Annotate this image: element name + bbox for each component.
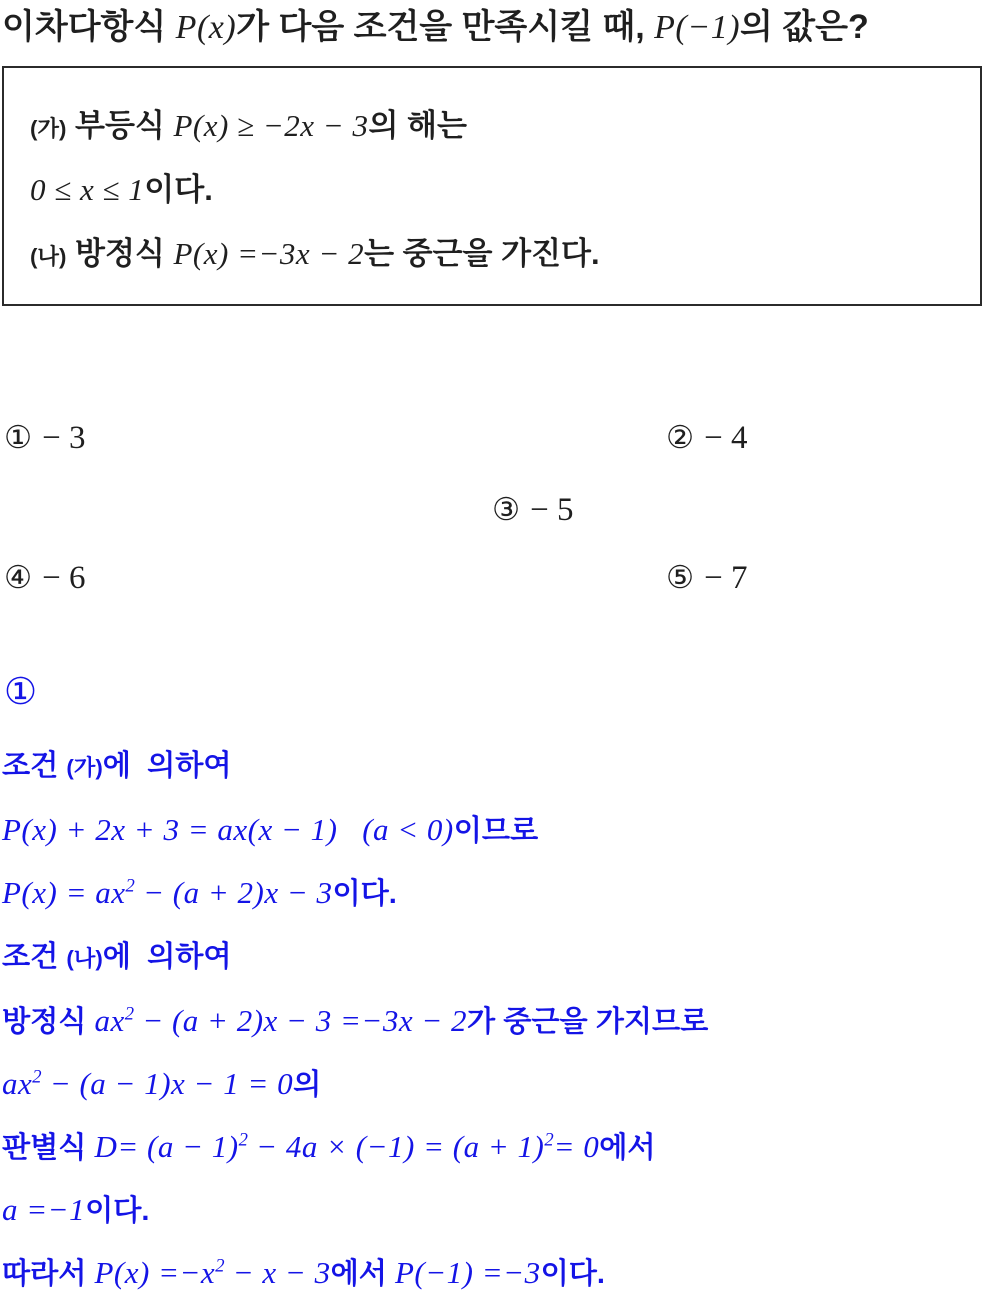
text-segment-math: = 0 bbox=[553, 1129, 600, 1165]
text-segment-sup: 2 bbox=[32, 1067, 42, 1088]
text-segment-math: − (a + 2)x − 3 =−3x − 2 bbox=[134, 1003, 467, 1039]
condition-box bbox=[2, 66, 982, 306]
text-segment-label: (가) bbox=[66, 755, 103, 781]
text-segment-math: − 4a × (−1) = (a + 1) bbox=[247, 1129, 545, 1165]
choice-1-marker: ① bbox=[4, 420, 33, 457]
text-segment-math: P(x) ≥ −2x − 3 bbox=[173, 108, 369, 144]
solution-line-8 bbox=[2, 1179, 993, 1242]
solution-lines bbox=[0, 734, 993, 1305]
solution-line-2 bbox=[2, 799, 993, 862]
text-segment-math: ax bbox=[94, 1003, 125, 1039]
choice-3 bbox=[492, 490, 573, 529]
choice-3-value: − 5 bbox=[530, 492, 574, 529]
text-segment-math: P(−1) bbox=[654, 9, 741, 46]
text-segment-math: P(x) = ax bbox=[2, 875, 126, 911]
text-segment-kr: 에서 bbox=[330, 1258, 395, 1291]
solution-line-7 bbox=[2, 1116, 993, 1179]
text-segment-kr: 의 bbox=[293, 1069, 322, 1102]
text-segment-kr: 가 다음 조건을 만족시킬 때, bbox=[236, 8, 655, 46]
text-segment-math: 0 ≤ x ≤ 1 bbox=[30, 172, 145, 208]
text-segment-kr: 이다. bbox=[332, 878, 397, 911]
text-segment-math: P(x) =−x bbox=[94, 1255, 216, 1291]
text-segment-kr: 부등식 bbox=[66, 108, 174, 144]
choice-4 bbox=[4, 558, 85, 597]
text-segment-kr: 조건 bbox=[2, 750, 67, 783]
text-segment-sup: 2 bbox=[125, 876, 135, 897]
solution-line-6 bbox=[2, 1053, 993, 1116]
text-segment-kr: 방정식 bbox=[2, 1006, 95, 1039]
text-segment-math: P(x) + 2x + 3 = ax(x − 1) (a < 0) bbox=[2, 812, 454, 848]
text-segment-sup: 2 bbox=[238, 1130, 248, 1151]
text-segment-math: D= (a − 1) bbox=[94, 1129, 239, 1165]
text-segment-math: P(x) bbox=[175, 9, 237, 46]
text-segment-label: (가) bbox=[30, 116, 67, 142]
text-segment-math: P(−1) =−3 bbox=[394, 1255, 541, 1291]
text-segment-math: − (a + 2)x − 3 bbox=[134, 875, 333, 911]
text-segment-kr: 에 의하여 bbox=[102, 941, 232, 974]
text-segment-sup: 2 bbox=[124, 1004, 135, 1025]
text-segment-kr: 판별식 bbox=[2, 1132, 95, 1165]
choice-5-value: − 7 bbox=[704, 560, 748, 597]
text-segment-sup: 2 bbox=[544, 1130, 554, 1151]
text-segment-kr: 이다. bbox=[540, 1258, 605, 1291]
text-segment-kr: 이차다항식 bbox=[2, 8, 176, 46]
choice-2 bbox=[666, 418, 747, 457]
text-segment-kr: 따라서 bbox=[2, 1258, 95, 1291]
text-segment-label: (나) bbox=[66, 946, 103, 972]
text-segment-math: a =−1 bbox=[2, 1192, 86, 1228]
answer-mark: ① bbox=[4, 670, 38, 714]
text-segment-kr: 는 중근을 가진다. bbox=[364, 236, 600, 272]
condition-na-line bbox=[30, 230, 968, 278]
text-segment-math: − x − 3 bbox=[224, 1255, 331, 1291]
choice-5-marker: ⑤ bbox=[666, 560, 695, 597]
choice-2-marker: ② bbox=[666, 420, 695, 457]
text-segment-kr: 이다. bbox=[85, 1195, 150, 1228]
solution-section bbox=[0, 670, 993, 1305]
text-segment-math: − (a − 1)x − 1 = 0 bbox=[41, 1066, 294, 1102]
solution-line-9 bbox=[2, 1242, 993, 1305]
choice-1-value: − 3 bbox=[42, 420, 86, 457]
text-segment-kr: 이다. bbox=[144, 172, 213, 208]
choice-2-value: − 4 bbox=[704, 420, 748, 457]
solution-line-3 bbox=[2, 862, 993, 925]
text-segment-kr: 의 해는 bbox=[368, 108, 467, 144]
condition-ga-line2 bbox=[30, 166, 968, 214]
choice-4-marker: ④ bbox=[4, 560, 33, 597]
text-segment-kr: 가 중근을 가지므로 bbox=[467, 1006, 709, 1039]
solution-line-5 bbox=[2, 990, 993, 1053]
choice-1 bbox=[4, 418, 85, 457]
text-segment-kr: 방정식 bbox=[66, 236, 174, 272]
text-segment-kr: 조건 bbox=[2, 941, 67, 974]
text-segment-sup: 2 bbox=[215, 1256, 225, 1277]
text-segment-label: (나) bbox=[30, 244, 67, 270]
text-segment-kr: 이므로 bbox=[453, 815, 539, 848]
answer-choices bbox=[0, 418, 993, 608]
text-segment-kr: 에 의하여 bbox=[102, 750, 232, 783]
solution-line-4 bbox=[2, 925, 993, 990]
condition-ga-line1 bbox=[30, 102, 968, 150]
text-segment-kr: 에서 bbox=[599, 1132, 656, 1165]
choice-3-marker: ③ bbox=[492, 492, 521, 529]
solution-line-1 bbox=[2, 734, 993, 799]
choice-5 bbox=[666, 558, 747, 597]
choice-4-value: − 6 bbox=[42, 560, 86, 597]
text-segment-math: ax bbox=[2, 1066, 33, 1102]
text-segment-kr: 의 값은? bbox=[740, 8, 869, 46]
problem-title bbox=[0, 0, 993, 50]
text-segment-math: P(x) =−3x − 2 bbox=[173, 236, 365, 272]
